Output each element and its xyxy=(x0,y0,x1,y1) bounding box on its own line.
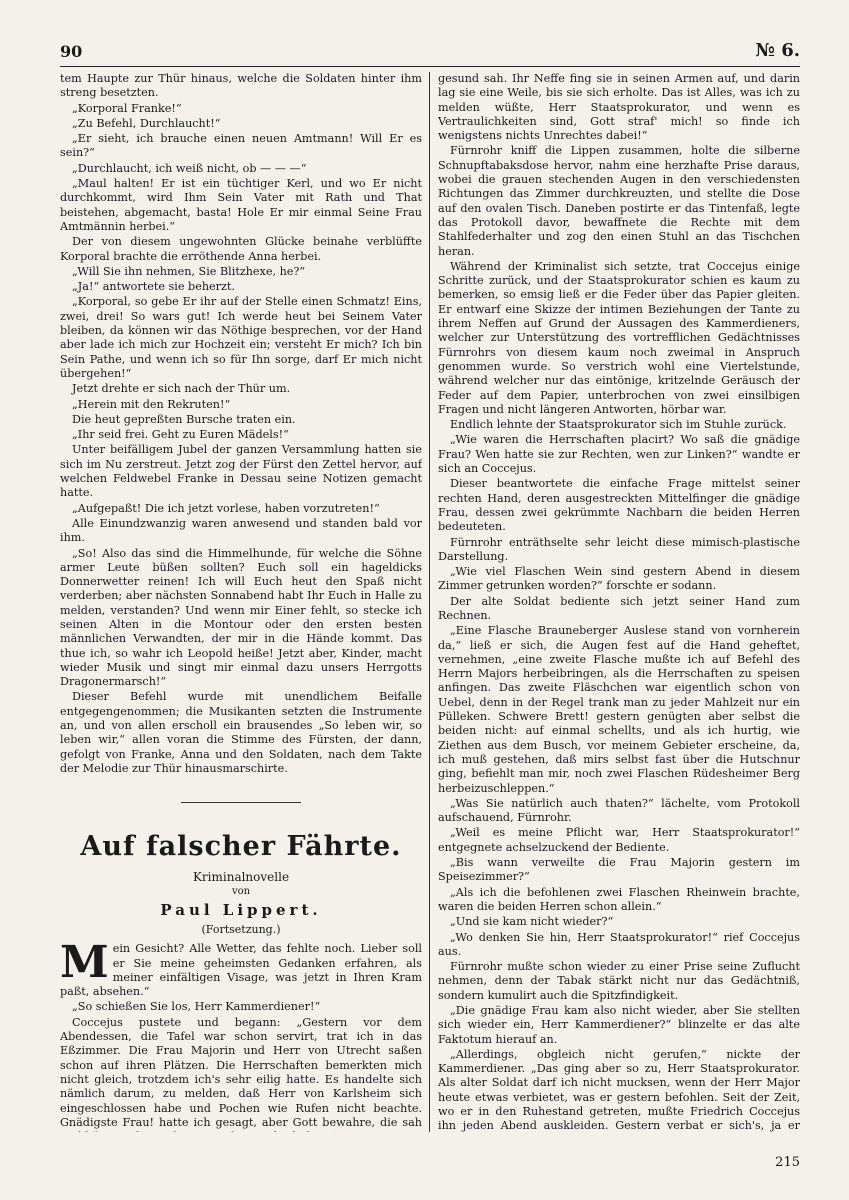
paragraph: „Weil es meine Pflicht war, Herr Staatsprokurator!“ entgegnete achselzuckend der Bediente. xyxy=(438,826,800,854)
paragraph: „Eine Flasche Brauneberger Auslese stand von vornherein da,“ ließ er sich, die Augen fest auf die Hand geheftet, vernehmen, „eine zweite Flasche mußte ich auf Befehl des Herrn Majors herbeibringen, als die Herrschaften zu speisen anfingen. Das zweite Fläschchen war eigentlich schon von Uebel, denn in der Regel trank man zu jeder Mahlzeit nur ein Pülleken. Schwere Brett! gestern genügten aber selbst die beiden nicht: auf einmal schellts, und als ich hurtig, wie Ziethen aus dem Busch, vor meinem Gebieter erscheine, da, ich muß gestehen, daß mirs selbst fast über die Hutschnur ging, befiehlt man mir, noch zwei Flaschen Rüdesheimer Berg herbeizuschleppen.“ xyxy=(438,624,800,795)
section-divider xyxy=(181,802,301,803)
novel-title: Auf falscher Fährte. xyxy=(80,831,402,863)
paragraph: „So schießen Sie los, Herr Kammerdiener!“ xyxy=(72,1000,321,1014)
paragraph: „Bis wann verweilte die Frau Majorin gestern im Speisezimmer?“ xyxy=(438,856,800,884)
paragraph: „Als ich die befohlenen zwei Flaschen Rheinwein brachte, waren die beiden Herren schon allein.“ xyxy=(438,885,800,913)
paragraph: Dieser beantwortete die einfache Frage mittelst seiner rechten Hand, deren ausgestreckten Mittelfinger die gnädige Frau, dessen zwei gekrümmte Nachbarn die beiden Herren bedeuteten. xyxy=(438,477,800,534)
first-paragraph-text: ein Gesicht? Alle Wetter, das fehlte noch. Lieber soll er Sie meine geheimsten Gedanken erfahren, als meiner einfältigen Visage, was jetzt in Ihren Kram paßt, absehen.“ xyxy=(60,942,422,999)
paragraph: „Will Sie ihn nehmen, Sie Blitzhexe, he?“ xyxy=(72,264,306,278)
paragraph: „Allerdings, obgleich nicht gerufen,“ nickte der Kammerdiener. „Das ging aber so zu, Herr Staatsprokurator. Als alter Soldat darf ich nicht mucksen, wenn der Herr Major heute etwas verbietet, was er gestern befohlen. Seit der Zeit, wo er in den Ruhestand getreten, mußte Friedrich Coccejus ihn jeden Abend auskleiden. Gestern verbat er sich's, ja er xyxy=(438,1047,800,1132)
paragraph: „Er sieht, ich brauche einen neuen Amtmann! Will Er es sein?“ xyxy=(60,132,422,160)
paragraph: Coccejus pustete und begann: „Gestern vor dem Abendessen, die Tafel war schon servirt, trat ich in das Eßzimmer. Die Frau Majorin und Herr von Utrecht saßen schon auf ihren Plätzen. Die Herrschaften bemerkten mich nicht gleich, trotzdem ich's sehr eilig hatte. Es handelte sich nämlich darum, zu melden, daß Herr von Karlsheim sich eingeschlossen habe und Pochen wie Rufen nicht beachte. Gnädigste Frau! hatte ich gesagt, aber Gott bewahre, die sah xyxy=(60,1015,422,1129)
paragraph: „Durchlaucht, ich weiß nicht, ob — — —“ xyxy=(72,161,307,175)
issue-number: № 6. xyxy=(755,40,800,61)
paragraph: „Was Sie natürlich auch thaten?“ lächelte, vom Protokoll aufschauend, Fürnrohr. xyxy=(438,796,800,825)
paragraph: Der von diesem ungewohnten Glücke beinahe verblüffte Korporal brachte die erröthende Anna herbei. xyxy=(60,235,422,263)
paragraph: „Aufgepaßt! Die ich jetzt vorlese, haben vorzutreten!“ xyxy=(72,501,380,515)
paragraph: „Ihr seid frei. Geht zu Euren Mädels!“ xyxy=(72,428,289,442)
novel-continuation: (Fortsetzung.) xyxy=(201,923,281,937)
paragraph: „So! Also das sind die Himmelhunde, für welche die Söhne armer Leute büßen sollten? Euch soll ein hageldicks Donnerwetter reinen! Ich will Euch heut den Spaß nicht verderben; aber nächsten Sonnabend habt Ihr Euch in Halle zu melden, verstanden? Und wenn mir Einer fehlt, so stecke ich seinen Alten in die Montour oder den ersten besten männlichen Verwandten, der mir in die Hände kommt. Das thue ich, so wahr ich Leopold heiße! Jetzt aber, Kinder, macht wieder Musik und singt mir einmal dazu unsers Herrgotts Dragonermarsch!“ xyxy=(60,546,422,689)
right-paragraphs xyxy=(438,72,800,1132)
paragraph: „Korporal, so gebe Er ihr auf der Stelle einen Schmatz! Eins, zwei, drei! So wars gut! Ich werde heut bei Seinem Vater bleiben, da können wir das Nöthige besprechen, vor der Hand aber lade ich mich zur Hochzeit ein; versteht Er mich? Ich bin Sein Pathe, und wenn ich so für Ihn sorge, darf Er mich nicht übergehen!“ xyxy=(60,295,422,380)
right-column xyxy=(438,72,800,1132)
paragraph: „Wie waren die Herrschaften placirt? Wo saß die gnädige Frau? Wen hatte sie zur Rechten, wen zur Linken?“ wandte er sich an Coccejus. xyxy=(438,433,800,476)
paragraph: Endlich lehnte der Staatsprokurator sich im Stuhle zurück. xyxy=(450,418,787,432)
paragraph: Fürnrohr mußte schon wieder zu einer Prise seine Zuflucht nehmen, denn der Tabak stärkt nicht nur das Gedächtniß, sondern kumulirt auch die Spitzfindigkeit. xyxy=(438,960,800,1002)
paragraph: Alle Einundzwanzig waren anwesend und standen bald vor ihm. xyxy=(60,516,422,545)
paragraph: „Wie viel Flaschen Wein sind gestern Abend in diesem Zimmer getrunken worden?“ forschte er sodann. xyxy=(438,565,800,593)
paragraph: „Ja!“ antwortete sie beherzt. xyxy=(72,280,235,294)
novel-von: von xyxy=(231,886,251,898)
footer-page-number: 215 xyxy=(775,1155,800,1170)
paragraph: Die heut gepreßten Bursche traten ein. xyxy=(72,412,296,426)
paragraph: Fürnrohr enträthselte sehr leicht diese mimisch-plastische Darstellung. xyxy=(438,535,800,563)
paragraph: „Herein mit den Rekruten!“ xyxy=(72,397,231,411)
left-bottom-paragraphs xyxy=(60,1000,422,1132)
paragraph: Dieser Befehl wurde mit unendlichem Beifalle entgegengenommen; die Musikanten setzten die Instrumente an, und von allen erscholl ein brausendes „So leben wir, so leben wir,“ allen voran die Stimme des Fürsten, der dann, gefolgt von Franke, Anna und den Soldaten, nach dem Takte der Melodie zur Thür hinausmarschirte. xyxy=(60,690,422,775)
novel-genre: Kriminalnovelle xyxy=(192,870,290,885)
newspaper-page xyxy=(60,40,800,1170)
paragraph: Fürnrohr kniff die Lippen zusammen, holte die silberne Schnupftabaksdose hervor, nahm eine herzhafte Prise daraus, wobei die grauen stechenden Augen in den verschiedensten Richtungen das Zimmer durchkreuzten, und stellte die Dose auf den ovalen Tisch. Daneben postirte er das Tintenfaß, legte das Protokoll davor, bewaffnete die Rechte mit dem Stahlfederhalter und zog den einen Stuhl an das Tischchen heran. xyxy=(438,144,800,258)
drop-cap: M xyxy=(60,937,109,989)
column-divider xyxy=(429,72,430,1132)
paragraph: „Zu Befehl, Durchlaucht!“ xyxy=(72,116,221,130)
paragraph: tem Haupte zur Thür hinaus, welche die Soldaten hinter ihm streng besetzten. xyxy=(60,72,422,100)
left-top-paragraphs xyxy=(60,72,422,776)
paragraph: „Korporal Franke!“ xyxy=(72,101,182,115)
paragraph: Während der Kriminalist sich setzte, trat Coccejus einige Schritte zurück, und der Staatsprokurator schien es kaum zu bemerken, so emsig ließ er die Feder über das Papier gleiten. Er entwarf eine Skizze der intimen Beziehungen der Tante zu ihrem Neffen auf Grund der Aussagen des Kammerdieners, welcher zur Unterstützung des vortrefflichen Gedächtnisses Fürnrohrs von diesem kaum noch zweimal in Anspruch genommen wurde. So verstrich wohl eine Viertelstunde, während welcher nur das eintönige, kritzelnde Geräusch der Feder auf dem Papier, unterbrochen von zwei einsilbigen Fragen und nicht längeren Antworten, hörbar war. xyxy=(438,259,800,416)
paragraph: „Und sie kam nicht wieder?“ xyxy=(450,915,614,929)
page-header xyxy=(60,40,800,67)
paragraph: Unter beifälligem Jubel der ganzen Versammlung hatten sie sich im Nu zerstreut. Jetzt zog der Fürst den Zettel hervor, auf welchen Feldwebel Franke in Dessau seine Notizen gemacht hatte. xyxy=(60,443,422,500)
paragraph: gesund sah. Ihr Neffe fing sie in seinen Armen auf, und darin lag sie eine Weile, bis sie sich erholte. Das ist Alles, was ich zu melden wüßte, Herr Staatsprokurator, und wenn es Vertraulichkeiten sind, Gott straf' mich! so finde ich wenigstens nichts Unrechtes dabei!“ xyxy=(438,72,800,143)
paragraph: „Maul halten! Er ist ein tüchtiger Kerl, und wo Er nicht durchkommt, wird Ihm Sein Vater mit Rath und That beistehen, abgemacht, basta! Hole Er mir einmal Seine Frau Amtmännin herbei.“ xyxy=(60,177,422,233)
novel-author: Paul Lippert. xyxy=(160,901,322,920)
page-number: 90 xyxy=(60,42,83,61)
paragraph: „Wo denken Sie hin, Herr Staatsprokurator!“ rief Coccejus aus. xyxy=(438,930,800,958)
paragraph: Jetzt drehte er sich nach der Thür um. xyxy=(72,382,291,396)
paragraph: Der alte Soldat bediente sich jetzt seiner Hand zum Rechnen. xyxy=(438,594,800,622)
text-columns xyxy=(60,72,800,1132)
paragraph: „Die gnädige Frau kam also nicht wieder, aber Sie stellten sich wieder ein, Herr Kammerdiener?“ blinzelte er das alte Faktotum hierauf an. xyxy=(438,1004,800,1046)
novel-first-paragraph xyxy=(60,937,422,999)
left-column xyxy=(60,72,422,1132)
